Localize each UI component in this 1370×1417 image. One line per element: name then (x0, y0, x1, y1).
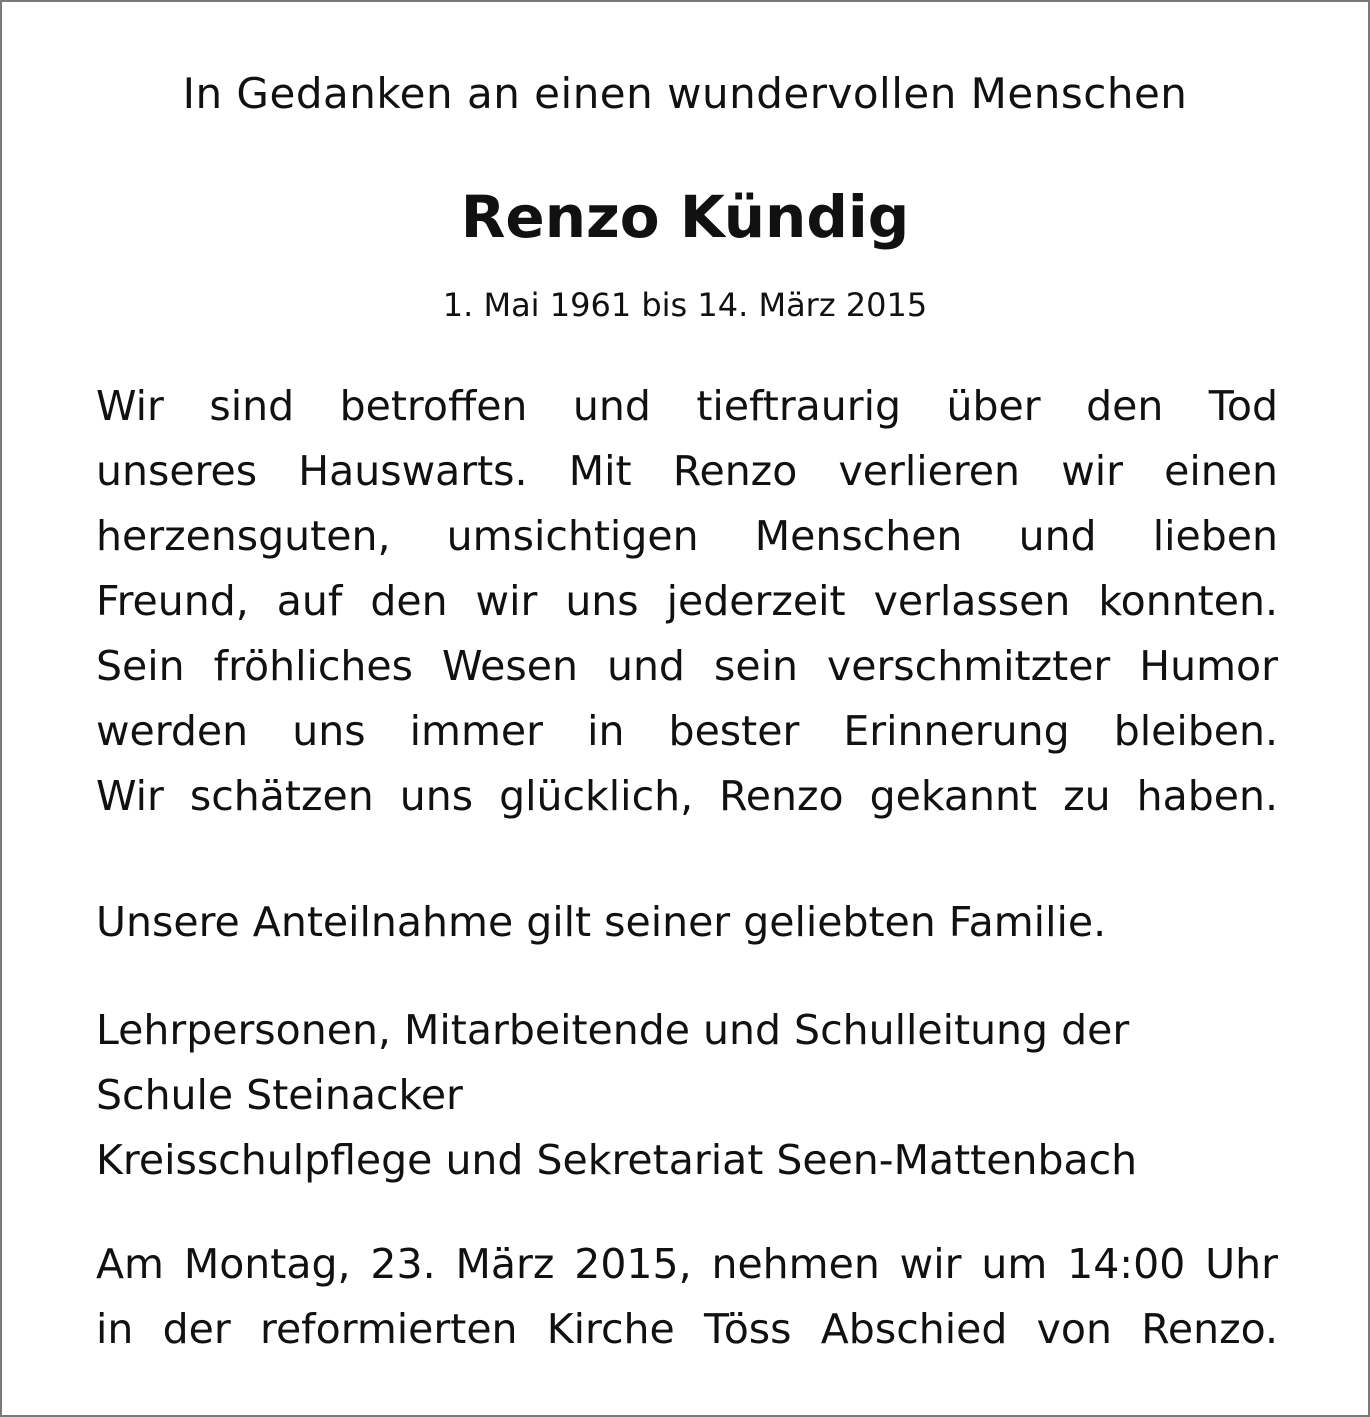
message-line: unseres Hauswarts. Mit Renzo verlieren wir einen (96, 447, 1278, 495)
signers-block (96, 998, 1278, 1193)
message-paragraph (96, 374, 1278, 829)
message-line: Wir schätzen uns glücklich, Renzo gekannt zu haben. (96, 772, 1278, 820)
sympathy-line: Unsere Anteilnahme gilt seiner geliebten Familie. (96, 898, 1107, 946)
service-line: Am Montag, 23. März 2015, nehmen wir um 14:00 Uhr (96, 1240, 1278, 1288)
service-line: in der reformierten Kirche Töss Abschied von Renzo. (96, 1305, 1278, 1353)
signer-line: Lehrpersonen, Mitarbeitende und Schulleitung der (96, 1006, 1130, 1054)
message-line: Wir sind betroffen und tieftraurig über den Tod (96, 382, 1278, 430)
message-line: herzensguten, umsichtigen Menschen und lieben (96, 512, 1278, 560)
signer-line: Schule Steinacker (96, 1071, 463, 1119)
signer-line: Kreisschulpflege und Sekretariat Seen-Mattenbach (96, 1136, 1138, 1184)
message-line: werden uns immer in bester Erinnerung bleiben. (96, 707, 1278, 755)
intro-line: In Gedanken an einen wundervollen Menschen (182, 69, 1188, 118)
deceased-name: Renzo Kündig (460, 183, 910, 251)
life-dates: 1. Mai 1961 bis 14. März 2015 (442, 286, 928, 324)
message-line: Sein fröhliches Wesen und sein verschmitzter Humor (96, 642, 1278, 690)
service-paragraph (96, 1232, 1278, 1362)
message-line: Freund, auf den wir uns jederzeit verlassen konnten. (96, 577, 1278, 625)
